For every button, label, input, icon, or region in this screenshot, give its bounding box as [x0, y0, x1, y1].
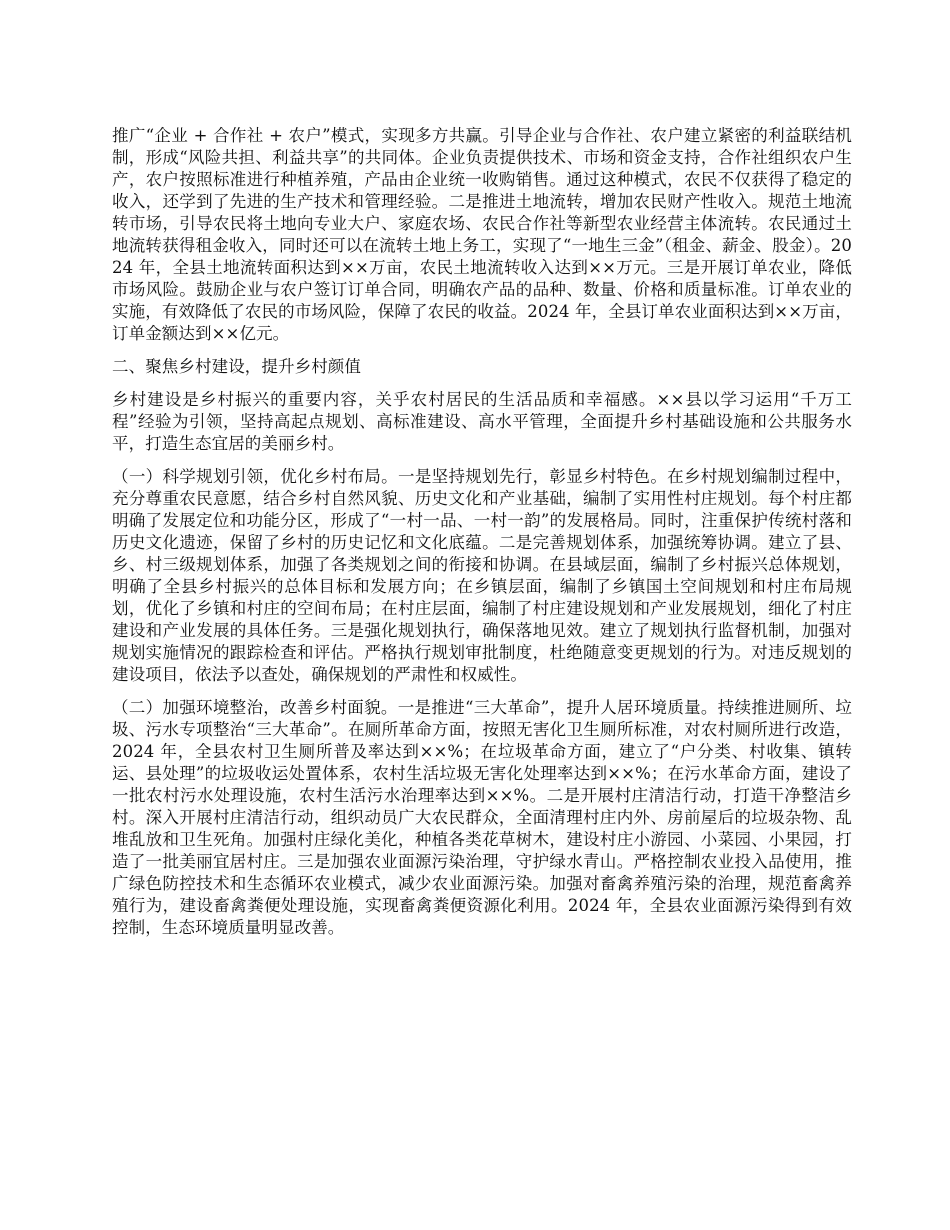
section-heading-rural-construction: 二、聚焦乡村建设，提升乡村颜值: [112, 357, 361, 376]
paragraph-planning: （一）科学规划引领，优化乡村布局。一是坚持规划先行，彰显乡村特色。在乡村规划编制过程中，充分尊重农民意愿，结合乡村自然风貌、历史文化和产业基础，编制了实用性村庄规划。每个村庄都明确了发展定位和功能分区，形成了“一村一品、一村一韵”的发展格局。同时，注重保护传统村落和历史文化遗迹，保留了乡村的历史记忆和文化底蕴。二是完善规划体系，加强统筹协调。建立了县、乡、村三级规划体系，加强了各类规划之间的衔接和协调。在县域层面，编制了乡村振兴总体规划，明确了全县乡村振兴的总体目标和发展方向；在乡镇层面，编制了乡镇国土空间规划和村庄布局规划，优化了乡镇和村庄的空间布局；在村庄层面，编制了村庄建设规划和产业发展规划，细化了村庄建设和产业发展的具体任务。三是强化规划执行，确保落地见效。建立了规划执行监督机制，加强对规划实施情况的跟踪检查和评估。严格执行规划审批制度，杜绝随意变更规划的行为。对违反规划的建设项目，依法予以查处，确保规划的严肃性和权威性。: [112, 467, 852, 684]
paragraph-environment: （二）加强环境整治，改善乡村面貌。一是推进“三大革命”，提升人居环境质量。持续推进厕所、垃圾、污水专项整治“三大革命”。在厕所革命方面，按照无害化卫生厕所标准，对农村厕所进行改造，2024 年，全县农村卫生厕所普及率达到××%；在垃圾革命方面，建立了“户分类、村收集、镇转运、县处理”的垃圾收运处置体系，农村生活垃圾无害化处理率达到××%；在污水革命方面，建设了一批农村污水处理设施，农村生活污水治理率达到××%。二是开展村庄清洁行动，打造干净整洁乡村。深入开展村庄清洁行动，组织动员广大农民群众，全面清理村庄内外、房前屋后的垃圾杂物、乱堆乱放和卫生死角。加强村庄绿化美化，种植各类花草树木，建设村庄小游园、小菜园、小果园，打造了一批美丽宜居村庄。三是加强农业面源污染治理，守护绿水青山。严格控制农业投入品使用，推广绿色防控技术和生态循环农业模式，减少农业面源污染。加强对畜禽养殖污染的治理，规范畜禽养殖行为，建设畜禽粪便处理设施，实现畜禽粪便资源化利用。2024 年，全县农业面源污染得到有效控制，生态环境质量明显改善。: [112, 698, 852, 937]
paragraph-agri-income: 推广“企业 + 合作社 + 农户”模式，实现多方共赢。引导企业与合作社、农户建立紧密的利益联结机制，形成“风险共担、利益共享”的共同体。企业负责提供技术、市场和资金支持，合作社组织农户生产，农户按照标准进行种植养殖，产品由企业统一收购销售。通过这种模式，农民不仅获得了稳定的收入，还学到了先进的生产技术和管理经验。二是推进土地流转，增加农民财产性收入。规范土地流转市场，引导农民将土地向专业大户、家庭农场、农民合作社等新型农业经营主体流转。农民通过土地流转获得租金收入，同时还可以在流转土地上务工，实现了“一地生三金”（租金、薪金、股金）。2024 年，全县土地流转面积达到××万亩，农民土地流转收入达到××万元。三是开展订单农业，降低市场风险。鼓励企业与农户签订订单合同，明确农产品的品种、数量、价格和质量标准。订单农业的实施，有效降低了农民的市场风险，保障了农民的收益。2024 年，全县订单农业面积达到××万亩，订单金额达到××亿元。: [112, 126, 852, 343]
paragraph-rural-construction-intro: 乡村建设是乡村振兴的重要内容，关乎农村居民的生活品质和幸福感。××县以学习运用“千万工程”经验为引领，坚持高起点规划、高标准建设、高水平管理，全面提升乡村基础设施和公共服务水平，打造生态宜居的美丽乡村。: [112, 390, 852, 453]
document-body: [112, 125, 852, 950]
